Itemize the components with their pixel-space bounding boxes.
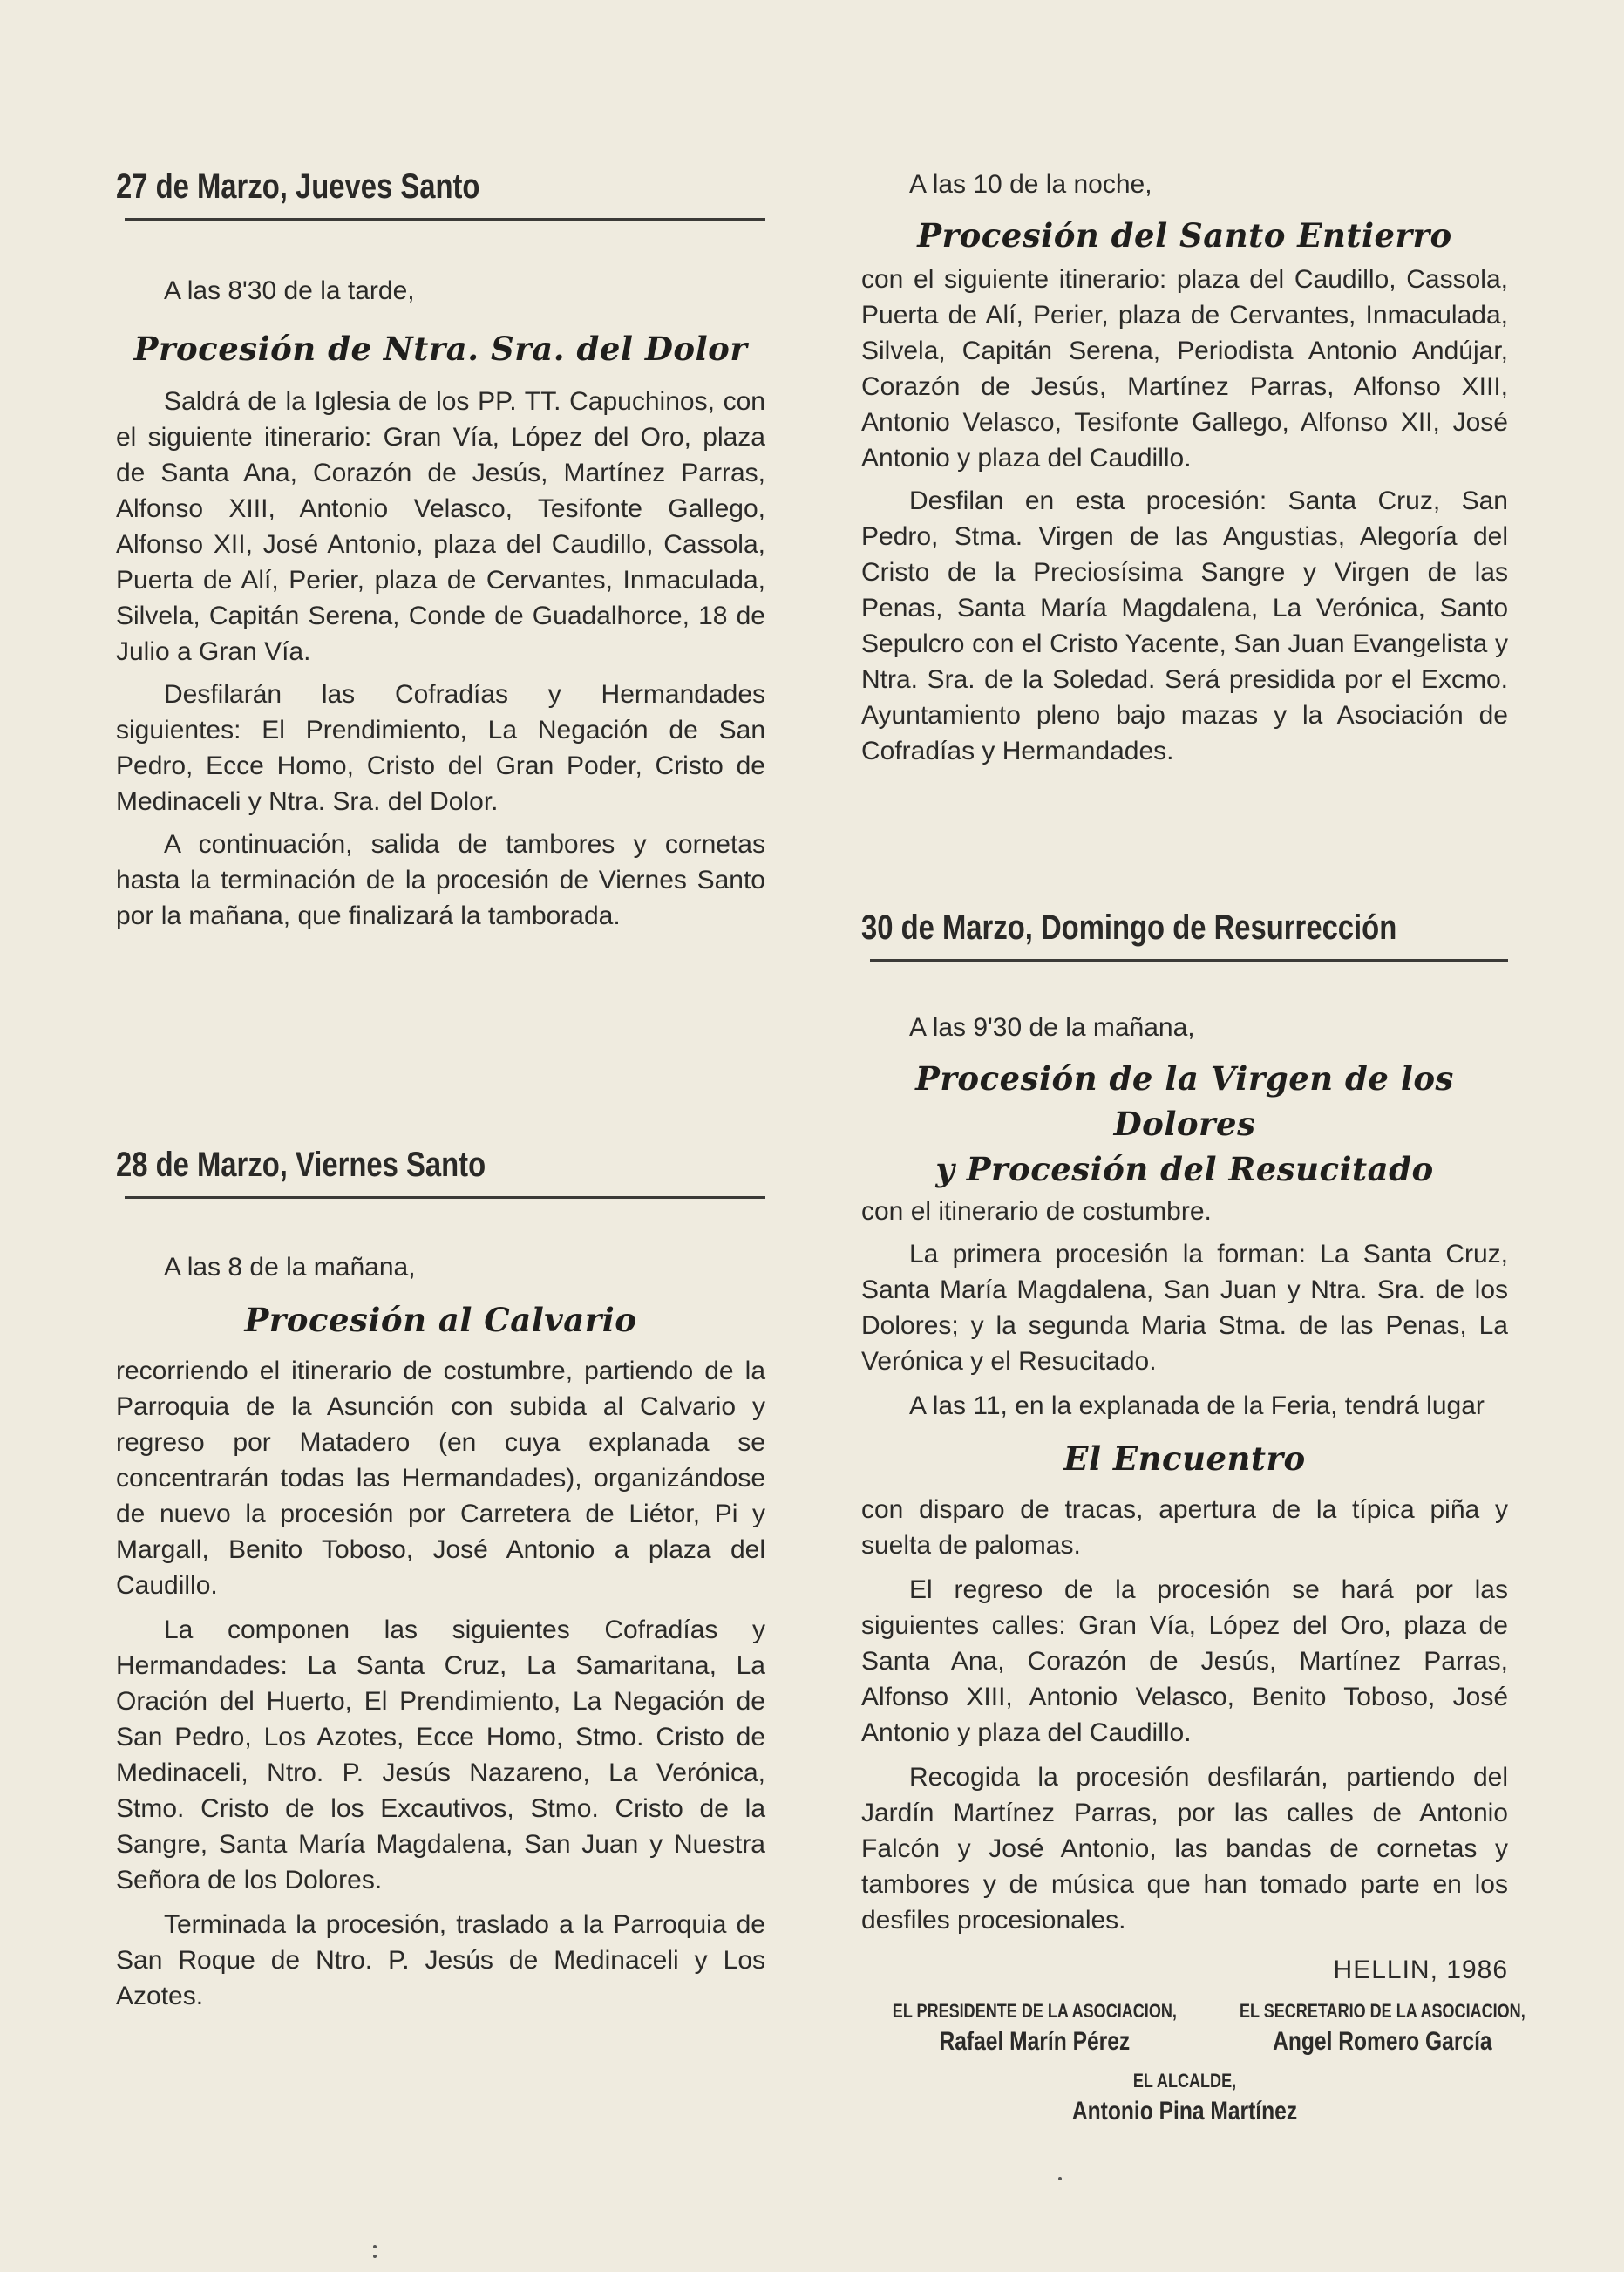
place-date: HELLIN, 1986 <box>1333 1956 1508 1984</box>
section-entierro-body <box>861 167 1508 769</box>
paragraph: La primera procesión la forman: La Santa Cruz, Santa María Magdalena, San Juan y Ntra. Sra. de los Dolores; y la segunda Maria Stma. de las Penas, La Verónica y el Resucitado. <box>861 1240 1508 1376</box>
president-signature <box>861 1998 1208 2059</box>
time-line: A las 8 de la mañana, <box>164 1253 416 1282</box>
paragraph: con el siguiente itinerario: plaza del Caudillo, Cassola, Puerta de Alí, Perier, plaza de Cervantes, Inmaculada, Silvela, Capitán Serena, Periodista Antonio Andújar, Corazón de Jesús, Martínez Parras, Alfonso XIII, Antonio Velasco, Tesifonte Gallego, Alfonso XII, José Antonio y plaza del Caudillo. <box>861 265 1508 473</box>
section-rule <box>125 1196 765 1199</box>
section-viernes-body <box>116 1249 765 2014</box>
event-heading: El Encuentro <box>1063 1439 1306 1478</box>
speck <box>373 2245 377 2248</box>
section-title: 27 de Marzo, Jueves Santo <box>116 167 480 206</box>
paragraph: recorriendo el itinerario de costumbre, partiendo de la Parroquia de la Asunción con subida al Calvario y regreso por Matadero (en cuya explanada se concentrarán todas las Hermandades), organizándose de nuevo la procesión por Carretera de Liétor, Pi y Margall, Benito Toboso, José Antonio a plaza del Caudillo. <box>116 1357 765 1600</box>
section-jueves-santo <box>116 166 765 221</box>
procession-heading: Procesión al Calvario <box>244 1301 637 1339</box>
paragraph: El regreso de la procesión se hará por las siguientes calles: Gran Vía, López del Oro, plaza de Santa Ana, Corazón de Jesús, Martínez Parras, Alfonso XIII, Antonio Velasco, Benito Toboso, José Antonio y plaza del Caudillo. <box>861 1575 1508 1747</box>
president-name: Rafael Marín Pérez <box>939 2027 1131 2056</box>
time-line: A las 9'30 de la mañana, <box>909 1013 1195 1042</box>
paragraph: A las 11, en la explanada de la Feria, tendrá lugar <box>909 1391 1485 1420</box>
paragraph: Recogida la procesión desfilarán, partiendo del Jardín Martínez Parras, por las calles de Antonio Falcón y José Antonio, las bandas de cornetas y tambores y de música que han tomado parte en los desfiles procesionales. <box>861 1763 1508 1935</box>
secretary-role: EL SECRETARIO DE LA ASOCIACION, <box>1239 2000 1525 2022</box>
secretary-signature <box>1208 1998 1557 2059</box>
president-role: EL PRESIDENTE DE LA ASOCIACION, <box>892 2000 1177 2022</box>
section-rule <box>125 218 765 221</box>
section-domingo-body <box>861 1010 1525 2129</box>
mayor-name: Antonio Pina Martínez <box>1071 2097 1298 2126</box>
section-domingo-resurreccion <box>861 907 1508 962</box>
section-title: 28 de Marzo, Viernes Santo <box>116 1146 486 1184</box>
paragraph: con el itinerario de costumbre. <box>861 1197 1212 1226</box>
procession-heading: Procesión de Ntra. Sra. del Dolor <box>133 330 748 368</box>
secretary-name: Angel Romero García <box>1272 2027 1492 2056</box>
time-line: A las 8'30 de la tarde, <box>164 276 415 305</box>
procession-heading: Procesión del Santo Entierro <box>917 216 1452 255</box>
paragraph: con disparo de tracas, apertura de la típica piña y suelta de palomas. <box>861 1495 1508 1560</box>
paragraph: La componen las siguientes Cofradías y Hermandades: La Santa Cruz, La Samaritana, La Oración del Huerto, El Prendimiento, La Negación de San Pedro, Los Azotes, Ecce Homo, Stmo. Cristo de Medinaceli, Ntro. P. Jesús Nazareno, La Verónica, Stmo. Cristo de los Excautivos, Stmo. Cristo de la Sangre, Santa María Magdalena, San Juan y Nuestra Señora de los Dolores. <box>116 1616 765 1894</box>
section-jueves-body <box>116 273 765 934</box>
procession-heading: y Procesión del Resucitado <box>935 1150 1434 1188</box>
section-viernes-santo <box>116 1144 765 1199</box>
section-rule <box>870 959 1508 962</box>
mayor-signature <box>861 2068 1508 2129</box>
paragraph: A continuación, salida de tambores y cornetas hasta la terminación de la procesión de Viernes Santo por la mañana, que finalizará la tamborada. <box>116 830 765 930</box>
section-title: 30 de Marzo, Domingo de Resurrección <box>861 908 1397 947</box>
procession-heading: Procesión de la Virgen de los Dolores <box>915 1059 1454 1143</box>
paragraph: Terminada la procesión, traslado a la Parroquia de San Roque de Ntro. P. Jesús de Medinaceli y Los Azotes. <box>116 1910 765 2010</box>
signature-row <box>861 1998 1525 2059</box>
mayor-role: EL ALCALDE, <box>1132 2070 1237 2092</box>
time-line: A las 10 de la noche, <box>909 170 1152 199</box>
paragraph: Saldrá de la Iglesia de los PP. TT. Capuchinos, con el siguiente itinerario: Gran Vía, López del Oro, plaza de Santa Ana, Corazón de Jesús, Martínez Parras, Alfonso XIII, Antonio Velasco, Tesifonte Gallego, Alfonso XII, José Antonio, plaza del Caudillo, Cassola, Puerta de Alí, Perier, plaza de Cervantes, Inmaculada, Silvela, Capitán Serena, Conde de Guadalhorce, 18 de Julio a Gran Vía. <box>116 387 765 666</box>
paragraph: Desfilarán las Cofradías y Hermandades siguientes: El Prendimiento, La Negación de San Pedro, Ecce Homo, Cristo del Gran Poder, Cristo de Medinaceli y Ntra. Sra. del Dolor. <box>116 680 765 816</box>
speck <box>373 2255 377 2258</box>
paragraph: Desfilan en esta procesión: Santa Cruz, San Pedro, Stma. Virgen de las Angustias, Alegoría del Cristo de la Preciosísima Sangre y Virgen de las Penas, Santa María Magdalena, La Verónica, Santo Sepulcro con el Cristo Yacente, San Juan Evangelista y Ntra. Sra. de la Soledad. Será presidida por el Excmo. Ayuntamiento pleno bajo mazas y la Asociación de Cofradías y Hermandades. <box>861 486 1508 765</box>
speck <box>1058 2177 1062 2180</box>
